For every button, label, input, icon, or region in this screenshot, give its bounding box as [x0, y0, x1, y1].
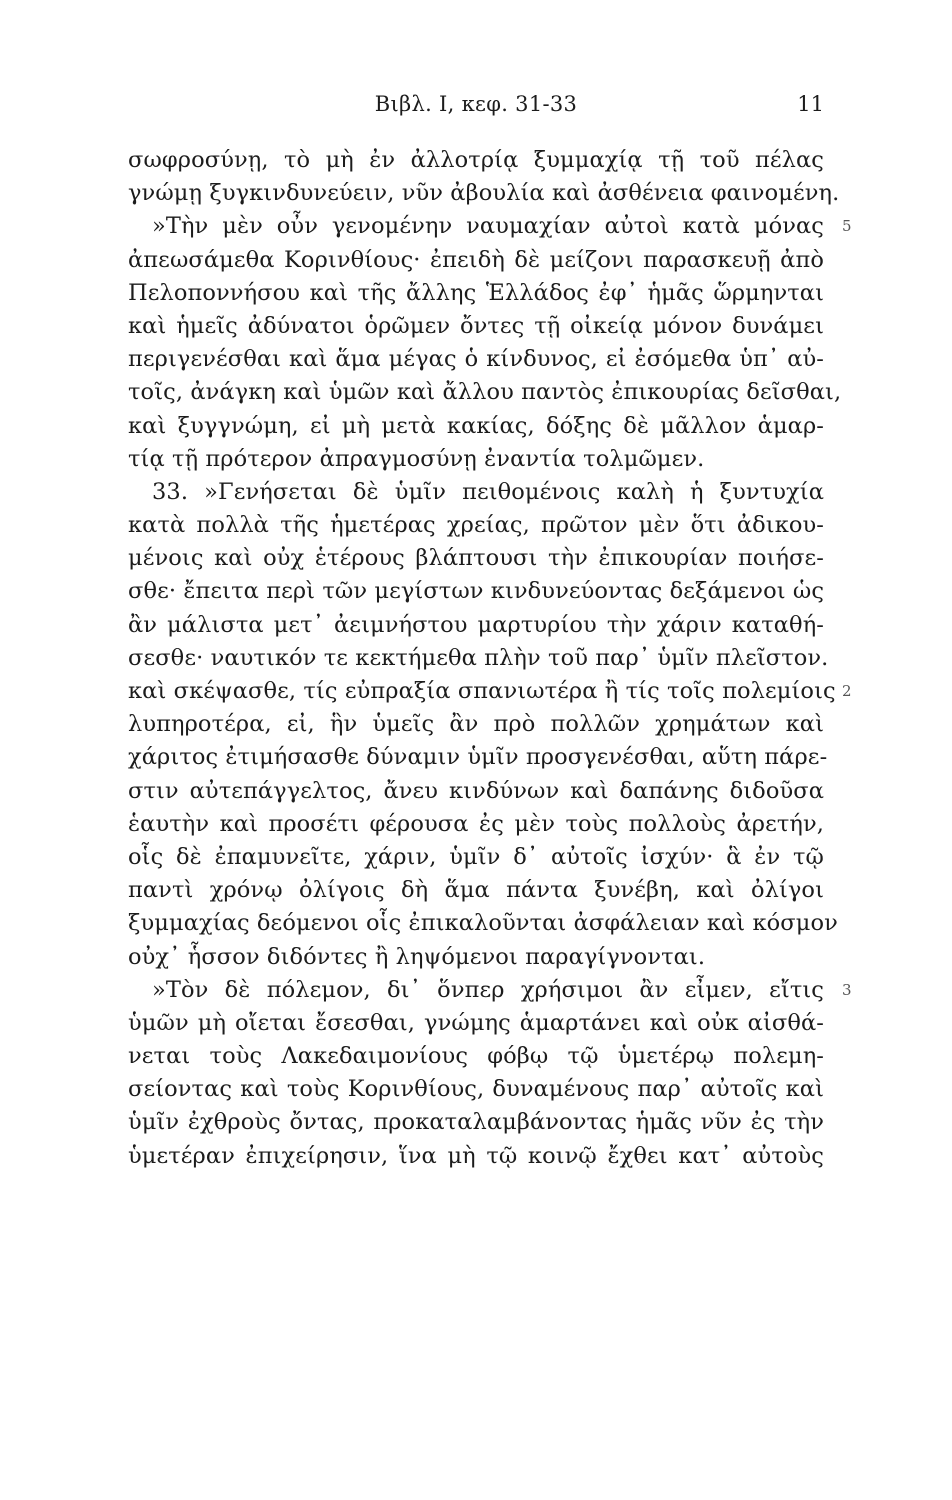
- line-text: ὑμῶν μὴ οἴεται ἔσεσθαι, γνώμης ἁμαρτάνει καὶ οὐκ αἰσθά-: [128, 1009, 824, 1036]
- line-text: σθε· ἔπειτα περὶ τῶν μεγίστων κινδυνεύοντας δεξάμενοι ὡς: [128, 578, 825, 605]
- margin-section-number: 5: [842, 217, 852, 236]
- margin-section-number: 3: [842, 980, 852, 999]
- line-text: σωφροσύνῃ, τὸ μὴ ἐν ἀλλοτρίᾳ ξυμμαχίᾳ τῇ τοῦ πέλας: [128, 147, 824, 173]
- text-line: [128, 1106, 824, 1139]
- line-text: στιν αὐτεπάγγελτος, ἄνευ κινδύνων καὶ δαπάνης διδοῦσα: [128, 777, 824, 804]
- line-text: νεται τοὺς Λακεδαιμονίους φόβῳ τῷ ὑμετέρῳ πολεμη-: [128, 1043, 824, 1070]
- line-text: καὶ ξυγγνώμη, εἰ μὴ μετὰ κακίας, δόξης δὲ μᾶλλον ἁμαρ-: [128, 412, 824, 439]
- line-text: ὑμετέραν ἐπιχείρησιν, ἵνα μὴ τῷ κοινῷ ἔχθει κατ᾽ αὐτοὺς: [128, 1142, 824, 1169]
- running-head: [0, 92, 952, 122]
- text-line: [128, 310, 824, 343]
- text-line: [128, 808, 824, 841]
- line-text: ἂν μάλιστα μετ᾽ ἀειμνήστου μαρτυρίου τὴν χάριν καταθή-: [128, 611, 824, 638]
- line-text: »Τὴν μὲν οὖν γενομένην ναυμαχίαν αὐτοὶ κατὰ μόνας: [152, 213, 824, 240]
- text-line: [128, 410, 824, 443]
- line-text: »Τὸν δὲ πόλεμον, δι᾽ ὅνπερ χρήσιμοι ἂν εἶμεν, εἴτις: [152, 976, 824, 1003]
- text-line: [128, 974, 852, 1007]
- text-line: [128, 1073, 824, 1106]
- line-text: κατὰ πολλὰ τῆς ἡμετέρας χρείας, πρῶτον μὲν ὅτι ἀδικου-: [128, 512, 824, 539]
- line-text: λυπηροτέρα, εἰ, ἣν ὑμεῖς ἂν πρὸ πολλῶν χρημάτων καὶ: [128, 711, 824, 738]
- text-line: [128, 1140, 824, 1173]
- text-line: [128, 609, 824, 642]
- line-text: τοῖς, ἀνάγκη καὶ ὑμῶν καὶ ἄλλου παντὸς ἐπικουρίας δεῖσθαι,: [128, 379, 842, 406]
- line-text: ἀπεωσάμεθα Κορινθίους· ἐπειδὴ δὲ μείζονι παρασκευῇ ἀπὸ: [128, 246, 824, 273]
- text-line: [128, 244, 824, 277]
- line-text: ὑμῖν ἐχθροὺς ὄντας, προκαταλαμβάνοντας ἡμᾶς νῦν ἐς τὴν: [128, 1109, 824, 1136]
- line-text: καὶ ἡμεῖς ἀδύνατοι ὁρῶμεν ὄντες τῇ οἰκείᾳ μόνον δυνάμει: [128, 312, 824, 339]
- line-text: μένοις καὶ οὐχ ἑτέρους βλάπτουσι τὴν ἐπικουρίαν ποιήσε-: [128, 545, 824, 572]
- text-line: [128, 874, 824, 907]
- text-line: [128, 1007, 824, 1040]
- text-line: [128, 907, 838, 940]
- text-line: [128, 443, 824, 476]
- line-text: γνώμῃ ξυγκινδυνεύειν, νῦν ἀβουλία καὶ ἀσθένεια φαινομένη.: [128, 180, 840, 207]
- text-line: [128, 343, 824, 376]
- text-line: [128, 144, 824, 177]
- page-number: 11: [797, 92, 824, 116]
- margin-section-number: 2: [842, 682, 852, 700]
- text-line: [128, 575, 824, 608]
- text-line: [128, 476, 824, 509]
- text-line: [128, 941, 824, 974]
- text-line: [128, 775, 824, 808]
- line-text: Πελοποννήσου καὶ τῆς ἄλλης Ἑλλάδος ἐφ᾽ ἡμᾶς ὥρμηνται: [128, 279, 824, 306]
- line-text: σείοντας καὶ τοὺς Κορινθίους, δυναμένους παρ᾽ αὐτοῖς καὶ: [128, 1076, 824, 1103]
- text-line: [128, 509, 824, 542]
- text-line: [128, 277, 824, 310]
- running-title: Βιβλ. Ι, κεφ. 31-33: [374, 92, 578, 116]
- text-line: [128, 1040, 824, 1073]
- line-text: ξυμμαχίας δεόμενοι οἷς ἐπικαλοῦνται ἀσφάλειαν καὶ κόσμον: [128, 910, 838, 937]
- text-line: [128, 177, 840, 210]
- line-text: οὐχ᾽ ἧσσον διδόντες ἢ ληψόμενοι παραγίγνονται.: [128, 943, 706, 970]
- line-text: οἷς δὲ ἐπαμυνεῖτε, χάριν, ὑμῖν δ᾽ αὐτοῖς ἰσχύν· ἃ ἐν τῷ: [128, 843, 824, 870]
- text-line: [128, 708, 824, 741]
- text-line: [128, 210, 852, 243]
- text-line: [128, 675, 852, 708]
- text-line: [128, 841, 824, 874]
- text-line: [128, 642, 829, 675]
- text-line: [128, 542, 824, 575]
- text-body: [128, 144, 852, 1173]
- text-line: [128, 376, 842, 409]
- line-text: περιγενέσθαι καὶ ἅμα μέγας ὁ κίνδυνος, εἰ ἐσόμεθα ὑπ᾽ αὐ-: [128, 346, 824, 373]
- line-text: παντὶ χρόνῳ ὀλίγοις δὴ ἅμα πάντα ξυνέβη, καὶ ὀλίγοι: [128, 877, 824, 904]
- line-text: χάριτος ἐτιμήσασθε δύναμιν ὑμῖν προσγενέσθαι, αὕτη πάρε-: [128, 744, 828, 771]
- text-line: [128, 741, 828, 774]
- line-text: καὶ σκέψασθε, τίς εὐπραξία σπανιωτέρα ἢ τίς τοῖς πολεμίοις: [128, 678, 836, 704]
- line-text: σεσθε· ναυτικόν τε κεκτήμεθα πλὴν τοῦ παρ᾽ ὑμῖν πλεῖστον.: [128, 644, 829, 671]
- line-text: τίᾳ τῇ πρότερον ἀπραγμοσύνῃ ἐναντία τολμῶμεν.: [128, 445, 705, 472]
- line-text: ἑαυτὴν καὶ προσέτι φέρουσα ἐς μὲν τοὺς πολλοὺς ἀρετήν,: [128, 810, 824, 837]
- line-text: 33. »Γενήσεται δὲ ὑμῖν πειθομένοις καλὴ ἡ ξυντυχία: [152, 478, 824, 505]
